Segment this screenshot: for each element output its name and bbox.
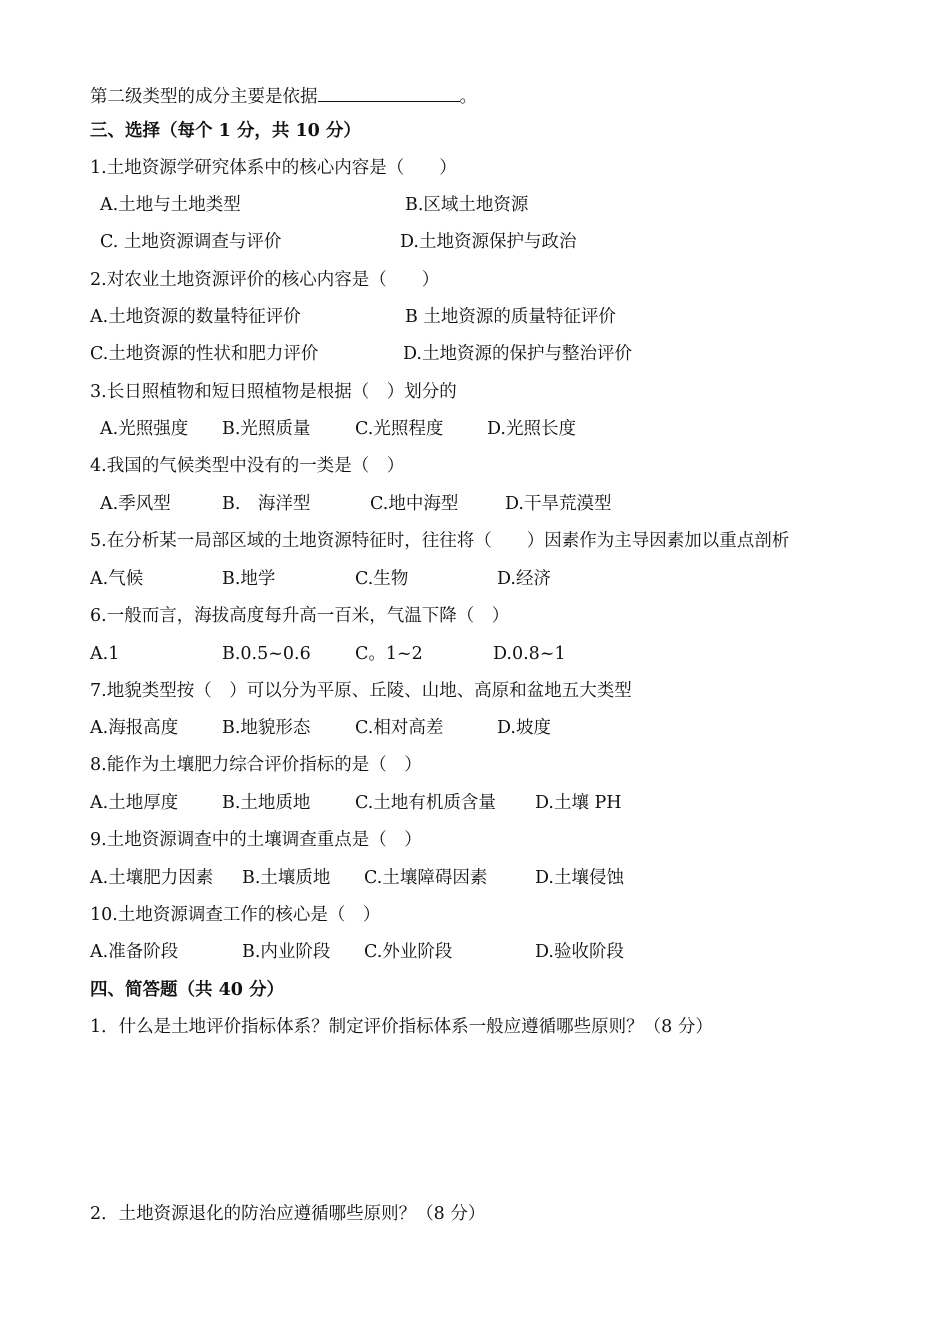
q10-option-b: B.内业阶段: [242, 942, 331, 962]
fill-blank-end: 。: [459, 87, 477, 107]
q9-option-d: D.土壤侵蚀: [535, 868, 624, 888]
q5-option-a: A.气候: [90, 569, 144, 589]
question-6-stem: 6.一般而言，海拔高度每升高一百米，气温下降（ ）: [90, 606, 510, 626]
q10-option-d: D.验收阶段: [535, 942, 624, 962]
q9-option-c: C.土壤障碍因素: [364, 868, 488, 888]
section-3-heading: 三、选择（每个 1 分，共 10 分）: [90, 121, 361, 141]
q4-option-a: A.季风型: [100, 494, 171, 514]
q4-option-d: D.干旱荒漠型: [505, 494, 612, 514]
q7-option-d: D.坡度: [497, 718, 551, 738]
q6-option-c: C。1~2: [355, 644, 423, 664]
section-4-heading: 四、简答题（共 40 分）: [90, 980, 285, 1000]
q8-option-a: A.土地厚度: [90, 793, 179, 813]
fill-blank-line: [90, 84, 477, 109]
q3-option-b: B.光照质量: [222, 419, 311, 439]
q8-option-c: C.土地有机质含量: [355, 793, 496, 813]
answer-blank[interactable]: [318, 84, 460, 102]
q4-option-b: B. 海洋型: [222, 494, 311, 514]
q5-option-d: D.经济: [497, 569, 551, 589]
question-3-stem: 3.长日照植物和短日照植物是根据（ ）划分的: [90, 382, 457, 402]
question-10-stem: 10.土地资源调查工作的核心是（ ）: [90, 905, 381, 925]
short-answer-2: 2．土地资源退化的防治应遵循哪些原则？（8 分）: [90, 1204, 486, 1224]
q2-option-d: D.土地资源的保护与整治评价: [403, 344, 632, 364]
question-7-stem: 7.地貌类型按（ ）可以分为平原、丘陵、山地、高原和盆地五大类型: [90, 681, 632, 701]
q5-option-b: B.地学: [222, 569, 276, 589]
q1-option-b: B.区域土地资源: [405, 195, 529, 215]
q9-option-b: B.土壤质地: [242, 868, 331, 888]
q6-option-d: D.0.8~1: [493, 644, 566, 664]
q4-option-c: C.地中海型: [370, 494, 459, 514]
q10-option-a: A.准备阶段: [90, 942, 179, 962]
q8-option-d: D.土壤 PH: [535, 793, 622, 813]
q3-option-c: C.光照程度: [355, 419, 444, 439]
q6-option-a: A.1: [90, 644, 120, 664]
short-answer-1: 1．什么是土地评价指标体系？制定评价指标体系一般应遵循哪些原则？（8 分）: [90, 1017, 713, 1037]
q2-option-b: B 土地资源的质量特征评价: [405, 307, 616, 327]
question-2-stem: 2.对农业土地资源评价的核心内容是（ ）: [90, 270, 440, 290]
q1-option-d: D.土地资源保护与政治: [400, 232, 577, 252]
q1-option-a: A.土地与土地类型: [100, 195, 241, 215]
question-8-stem: 8.能作为土壤肥力综合评价指标的是（ ）: [90, 755, 422, 775]
question-9-stem: 9.土地资源调查中的土壤调查重点是（ ）: [90, 830, 422, 850]
q7-option-a: A.海报高度: [90, 718, 179, 738]
q3-option-a: A.光照强度: [100, 419, 189, 439]
q5-option-c: C.生物: [355, 569, 409, 589]
q2-option-a: A.土地资源的数量特征评价: [90, 307, 301, 327]
question-1-stem: 1.土地资源学研究体系中的核心内容是（ ）: [90, 158, 457, 178]
q1-option-c: C. 土地资源调查与评价: [100, 232, 282, 252]
question-4-stem: 4.我国的气候类型中没有的一类是（ ）: [90, 456, 405, 476]
q7-option-b: B.地貌形态: [222, 718, 311, 738]
question-5-stem: 5.在分析某一局部区域的土地资源特征时，往往将（ ）因素作为主导因素加以重点剖析: [90, 531, 790, 551]
q10-option-c: C.外业阶段: [364, 942, 453, 962]
q2-option-c: C.土地资源的性状和肥力评价: [90, 344, 319, 364]
q6-option-b: B.0.5~0.6: [222, 644, 311, 664]
q7-option-c: C.相对高差: [355, 718, 444, 738]
fill-blank-text: 第二级类型的成分主要是依据: [90, 87, 318, 107]
q8-option-b: B.土地质地: [222, 793, 311, 813]
q9-option-a: A.土壤肥力因素: [90, 868, 214, 888]
q3-option-d: D.光照长度: [487, 419, 576, 439]
